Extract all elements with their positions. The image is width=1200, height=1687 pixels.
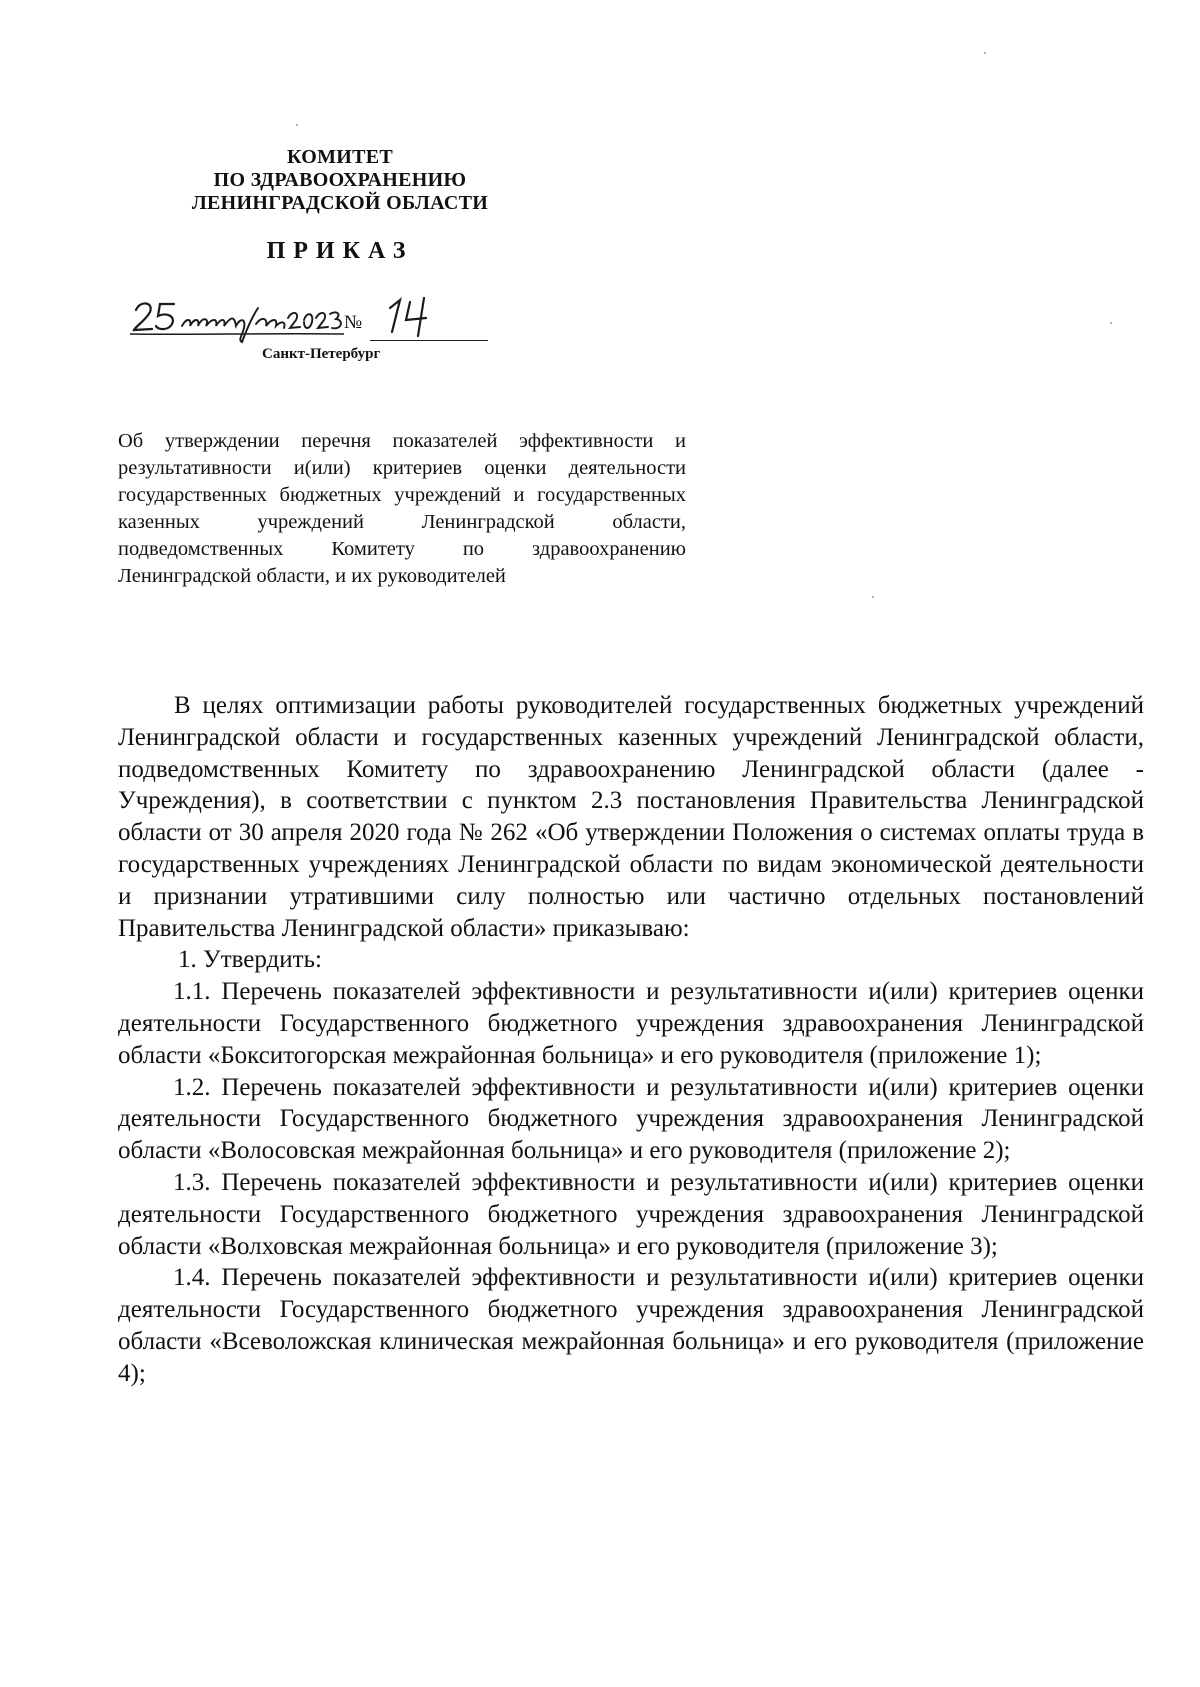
authority-line-3: ЛЕНИНГРАДСКОЙ ОБЛАСТИ — [191, 192, 489, 214]
city-of-issue: Санкт-Петербург — [262, 346, 381, 362]
scan-speck — [296, 124, 298, 126]
authority-line-2: ПО ЗДРАВООХРАНЕНИЮ — [213, 169, 467, 191]
preamble-paragraph: В целях оптимизации работы руководителей государственных бюджетных учреждений Ленинградской области и государственных казенных учреждений Ленинградской области, подведомственных Комитету по здравоохранению Ленинградской области (далее - Учреждения), в соответствии с пунктом 2.3 постановления Правительства Ленинградской области от 30 апреля 2020 года № 262 «Об утверждении Положения о системах оплаты труда в государственных учреждениях Ленинградской области по видам экономической деятельности и признании утратившими силу полностью или частично отдельных постановлений Правительства Ленинградской области» приказываю: — [118, 692, 1144, 942]
issuing-authority — [150, 146, 530, 215]
clause-1-3: 1.3. Перечень показателей эффективности и результативности и(или) критериев оценки деятельности Государственного бюджетного учреждения здравоохранения Ленинградской области «Волховская межрайонная больница» и его руководителя (приложение 3); — [118, 1168, 1144, 1260]
handwritten-date-signature — [130, 296, 363, 346]
number-sign: № — [344, 312, 363, 333]
order-subject: Об утверждении перечня показателей эффективности и результативности и(или) критериев оценки деятельности государственных бюджетных учреждений и государственных казенных учреждений Ленинградской области, подведомственных Комитету по здравоохранению Ленинградской области, и их руководителей — [118, 430, 686, 587]
scan-speck — [984, 52, 986, 54]
order-body — [118, 690, 1144, 1390]
clause-1-2: 1.2. Перечень показателей эффективности и результативности и(или) критериев оценки деятельности Государственного бюджетного учреждения здравоохранения Ленинградской области «Волосовская межрайонная больница» и его руководителя (приложение 2); — [118, 1073, 1144, 1165]
clause-1-1: 1.1. Перечень показателей эффективности и результативности и(или) критериев оценки деятельности Государственного бюджетного учреждения здравоохранения Ленинградской области «Бокситогорская межрайонная больница» и его руководителя (приложение 1); — [118, 978, 1144, 1069]
registration-line — [130, 296, 500, 346]
authority-line-1: КОМИТЕТ — [286, 146, 394, 168]
scan-speck — [1110, 322, 1112, 324]
number-underline — [370, 340, 488, 341]
scan-speck — [872, 596, 874, 598]
handwritten-number — [380, 292, 460, 342]
clause-1-4: 1.4. Перечень показателей эффективности и результативности и(или) критериев оценки деятельности Государственного бюджетного учреждения здравоохранения Ленинградской области «Всеволожская клиническая межрайонная больница» и его руководителя (приложение 4); — [118, 1264, 1144, 1387]
document-type-title: ПРИКАЗ — [266, 238, 414, 264]
item-1: 1. Утвердить: — [178, 946, 322, 974]
